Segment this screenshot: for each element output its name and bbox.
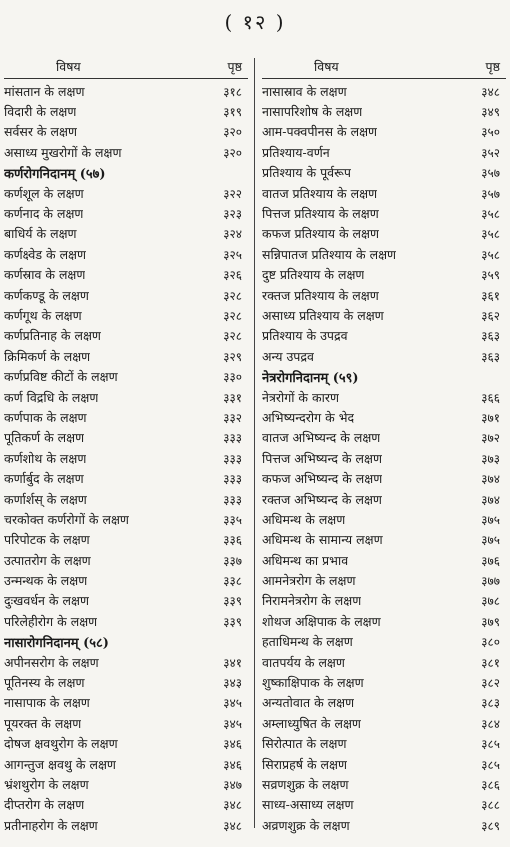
entry-title: भ्रंशथुरोग के लक्षण [4,776,89,792]
entry-page-number: ३४८ [223,818,242,833]
entry-title: कर्णशूल के लक्षण [4,185,84,201]
entry-title: पित्तज अभिष्यन्द के लक्षण [262,450,383,466]
entry-page-number: ३२९ [223,349,242,364]
toc-entry [262,101,506,121]
toc-entry [262,142,506,162]
toc-entry [4,81,248,101]
subject-header: विषय [314,59,339,74]
entry-title: पूयरक्त के लक्षण [4,715,82,731]
section-heading [4,632,248,652]
entry-title: कर्णगूथ के लक्षण [4,307,82,323]
subject-header: विषय [56,59,81,74]
column-divider [254,58,255,828]
toc-entry [4,815,248,835]
entry-title: प्रतिश्याय के पूर्वरूप [262,165,351,181]
entry-page-number: ३५९ [481,268,500,283]
entry-title: सिरोत्पात के लक्षण [262,736,347,752]
section-title: नेत्ररोगनिदानम् (५९) [262,370,359,386]
toc-entry [4,183,248,203]
toc-entry [4,366,248,386]
left-column [4,58,248,835]
toc-entry [262,754,506,774]
entry-title: प्रतिश्याय-वर्णन [262,144,330,160]
entry-page-number: ३२३ [223,207,242,222]
entry-page-number: ३२० [223,145,242,160]
entry-page-number: ३३६ [223,533,242,548]
entry-page-number: ३६३ [481,329,500,344]
toc-entry [4,101,248,121]
entry-page-number: ३२२ [223,186,242,201]
entry-title: चरकोक्त कर्णरोगों के लक्षण [4,511,129,527]
entry-title: वातज अभिष्यन्द के लक्षण [262,430,381,446]
entry-page-number: ३४६ [223,737,242,752]
entry-page-number: ३७७ [481,574,500,589]
toc-entry [262,244,506,264]
toc-entry [262,326,506,346]
entry-title: रक्तज प्रतिश्याय के लक्षण [262,287,379,303]
entry-page-number: ३७५ [481,512,500,527]
entry-page-number: ३८१ [481,655,500,670]
toc-entry [4,550,248,570]
entry-title: विदारी के लक्षण [4,104,77,120]
entry-title: अव्रणशुक्र के लक्षण [262,817,350,833]
section-title: कर्णरोगनिदानम् (५७) [4,166,106,182]
entry-page-number: ३३२ [223,410,242,425]
entry-title: कर्णकण्डू के लक्षण [4,287,89,303]
entry-title: अम्लाध्युषित के लक्षण [262,715,361,731]
right-column-header [262,58,506,79]
entry-page-number: ३५८ [481,207,500,222]
entry-page-number: ३१८ [223,84,242,99]
entry-title: नासास्राव के लक्षण [262,83,347,99]
entry-title: अपीनसरोग के लक्षण [4,654,99,670]
entry-title: सव्रणशुक्र के लक्षण [262,776,349,792]
toc-entry [4,244,248,264]
entry-title: आगन्तुज क्षवथु के लक्षण [4,756,116,772]
entry-page-number: ३७५ [481,533,500,548]
entry-title: शोथज अक्षिपाक के लक्षण [262,613,381,629]
toc-entry [262,713,506,733]
entry-title: कर्णप्रतिनाह के लक्षण [4,328,101,344]
entry-page-number: ३३८ [223,574,242,589]
entry-title: सर्वसर के लक्षण [4,124,77,140]
entry-page-number: ३८५ [481,737,500,752]
toc-entry [262,224,506,244]
entry-title: कफज प्रतिश्याय के लक्षण [262,226,380,242]
toc-entry [262,632,506,652]
toc-entry [262,285,506,305]
toc-entry [262,774,506,794]
left-entries [4,81,248,835]
entry-page-number: ३३३ [223,451,242,466]
entry-title: उन्मन्थक के लक्षण [4,573,88,589]
entry-page-number: ३५७ [481,166,500,181]
entry-title: कर्णपाक के लक्षण [4,409,87,425]
toc-entry [262,795,506,815]
entry-page-number: ३४५ [223,696,242,711]
toc-entry [262,183,506,203]
entry-title: कफज अभिष्यन्द के लक्षण [262,471,383,487]
entry-title: कर्ण विद्रधि के लक्षण [4,389,99,405]
entry-page-number: ३८६ [481,777,500,792]
entry-page-number: ३८९ [481,818,500,833]
toc-entry [4,407,248,427]
entry-title: मांसतान के लक्षण [4,83,85,99]
toc-entry [262,509,506,529]
entry-title: साध्य-असाध्य लक्षण [262,797,354,813]
entry-title: पित्तज प्रतिश्याय के लक्षण [262,206,379,222]
toc-entry [262,448,506,468]
entry-title: कर्णप्रविष्ट कीटों के लक्षण [4,369,118,385]
toc-entry [262,468,506,488]
toc-entry [4,468,248,488]
toc-entry [4,713,248,733]
entry-page-number: ३३३ [223,492,242,507]
entry-title: कर्णनाद के लक्षण [4,206,84,222]
entry-page-number: ३७४ [481,472,500,487]
entry-page-number: ३३३ [223,472,242,487]
section-title: नासारोगनिदानम् (५८) [4,635,109,651]
toc-entry [262,611,506,631]
entry-page-number: ३७६ [481,553,500,568]
toc-entry [4,774,248,794]
entry-page-number: ३२४ [223,227,242,242]
entry-page-number: ३५८ [481,247,500,262]
toc-entry [262,81,506,101]
entry-title: वातपर्यय के लक्षण [262,654,345,670]
toc-entry [4,203,248,223]
toc-entry [262,407,506,427]
entry-page-number: ३८२ [481,676,500,691]
toc-entry [4,591,248,611]
entry-title: निरामनेत्ररोग के लक्षण [262,593,362,609]
toc-entry [4,754,248,774]
toc-entry [4,795,248,815]
toc-entry [4,448,248,468]
entry-page-number: ३२५ [223,247,242,262]
entry-page-number: ३४१ [223,655,242,670]
entry-page-number: ३७३ [481,451,500,466]
toc-entry [262,672,506,692]
entry-page-number: ३८८ [481,798,500,813]
entry-page-number: ३४८ [481,84,500,99]
section-heading [262,366,506,386]
entry-page-number: ३४५ [223,716,242,731]
entry-page-number: ३७१ [481,410,500,425]
entry-page-number: ३४७ [223,777,242,792]
entry-page-number: ३२० [223,125,242,140]
toc-entry [4,652,248,672]
toc-entry [262,734,506,754]
entry-title: नासापरिशोष के लक्षण [262,104,363,120]
entry-page-number: ३२८ [223,308,242,323]
toc-entry [262,570,506,590]
entry-page-number: ३२८ [223,329,242,344]
toc-entry [262,693,506,713]
entry-page-number: ३७४ [481,492,500,507]
toc-entry [4,611,248,631]
entry-title: रक्तज अभिष्यन्द के लक्षण [262,491,382,507]
entry-page-number: ३५० [481,125,500,140]
entry-title: असाध्य मुखरोगों के लक्षण [4,144,122,160]
toc-entry [4,428,248,448]
entry-title: पूतिनस्य के लक्षण [4,675,85,691]
entry-title: दुःखवर्धन के लक्षण [4,593,89,609]
entry-title: कर्णशोथ के लक्षण [4,450,87,466]
entry-title: कर्णस्राव के लक्षण [4,267,86,283]
right-entries [262,81,506,835]
entry-page-number: ३७८ [481,594,500,609]
toc-entry [262,346,506,366]
entry-page-number: ३६२ [481,308,500,323]
entry-title: शुष्काक्षिपाक के लक्षण [262,675,364,691]
toc-entry [4,285,248,305]
entry-page-number: ३६३ [481,349,500,364]
toc-entry [4,326,248,346]
toc-entry [262,428,506,448]
entry-title: कर्णार्शस् के लक्षण [4,491,87,507]
toc-entry [262,652,506,672]
entry-title: अन्यतोवात के लक्षण [262,695,355,711]
toc-entry [262,591,506,611]
entry-page-number: ३८० [481,635,500,650]
toc-entry [4,305,248,325]
toc-entry [4,530,248,550]
entry-title: दीप्तरोग के लक्षण [4,797,85,813]
entry-title: परिपोटक के लक्षण [4,532,90,548]
entry-title: बाधिर्य के लक्षण [4,226,77,242]
entry-title: उत्पातरोग के लक्षण [4,552,91,568]
toc-entry [262,530,506,550]
toc-entry [4,509,248,529]
entry-page-number: ३५२ [481,145,500,160]
entry-page-number: ३१९ [223,105,242,120]
entry-page-number: ३३० [223,370,242,385]
toc-entry [262,305,506,325]
entry-page-number: ३३१ [223,390,242,405]
toc-entry [4,693,248,713]
entry-title: अधिमन्थ का प्रभाव [262,552,349,568]
entry-page-number: ३८५ [481,757,500,772]
entry-title: क्रिमिकर्ण के लक्षण [4,348,91,364]
toc-entry [262,387,506,407]
entry-page-number: ३३५ [223,512,242,527]
toc-entry [4,672,248,692]
entry-page-number: ३७२ [481,431,500,446]
entry-page-number: ३६६ [481,390,500,405]
entry-page-number: ३८४ [481,716,500,731]
page-header: पृष्ठ [227,59,242,74]
toc-entry [4,265,248,285]
toc-entry [4,224,248,244]
entry-title: नासापाक के लक्षण [4,695,90,711]
entry-page-number: ३४८ [223,798,242,813]
toc-entry [262,265,506,285]
entry-title: आम-पक्वपीनस के लक्षण [262,124,378,140]
entry-title: सिराप्रहर्ष के लक्षण [262,756,348,772]
entry-page-number: ३७९ [481,614,500,629]
entry-title: कर्णार्बुद के लक्षण [4,471,84,487]
toc-entry [262,489,506,509]
entry-title: कर्णक्ष्वेड के लक्षण [4,246,87,262]
entry-page-number: ३५७ [481,186,500,201]
entry-page-number: ३३७ [223,553,242,568]
entry-title: वातज प्रतिश्याय के लक्षण [262,185,378,201]
section-heading [4,163,248,183]
entry-page-number: ३३९ [223,594,242,609]
entry-title: अन्य उपद्रव [262,348,314,364]
toc-entry [4,142,248,162]
toc-entry [4,734,248,754]
entry-title: अधिमन्थ के लक्षण [262,511,346,527]
toc-entry [4,489,248,509]
entry-page-number: ३३३ [223,431,242,446]
entry-title: दुष्ट प्रतिश्याय के लक्षण [262,267,365,283]
left-column-header [4,58,248,79]
entry-page-number: ३८३ [481,696,500,711]
entry-title: दोषज क्षवथुरोग के लक्षण [4,736,118,752]
entry-title: प्रतिश्याय के उपद्रव [262,328,348,344]
entry-page-number: ३४६ [223,757,242,772]
toc-entry [262,203,506,223]
entry-title: परिलेहीरोग के लक्षण [4,613,98,629]
toc-entry [4,387,248,407]
entry-title: सन्निपातज प्रतिश्याय के लक्षण [262,246,397,262]
entry-page-number: ३३९ [223,614,242,629]
toc-entry [262,550,506,570]
entry-page-number: ३६१ [481,288,500,303]
toc-entry [4,570,248,590]
entry-title: पूतिकर्ण के लक्षण [4,430,85,446]
page-header: पृष्ठ [485,59,500,74]
entry-title: अधिमन्थ के सामान्य लक्षण [262,532,383,548]
entry-title: आमनेत्ररोग के लक्षण [262,573,356,589]
toc-entry [4,346,248,366]
entry-page-number: ३४९ [481,105,500,120]
page-number: ( १२ ) [224,10,286,34]
entry-title: हताधिमन्थ के लक्षण [262,634,353,650]
entry-title: अभिष्यन्दरोग के भेद [262,409,355,425]
toc-entry [262,815,506,835]
toc-entry [4,122,248,142]
entry-title: प्रतीनाहरोग के लक्षण [4,817,98,833]
entry-page-number: ३२६ [223,268,242,283]
entry-page-number: ३२८ [223,288,242,303]
entry-title: नेत्ररोगों के कारण [262,389,339,405]
entry-title: असाध्य प्रतिश्याय के लक्षण [262,307,384,323]
right-column [262,58,506,835]
entry-page-number: ३४३ [223,676,242,691]
toc-entry [262,122,506,142]
toc-entry [262,163,506,183]
entry-page-number: ३५८ [481,227,500,242]
